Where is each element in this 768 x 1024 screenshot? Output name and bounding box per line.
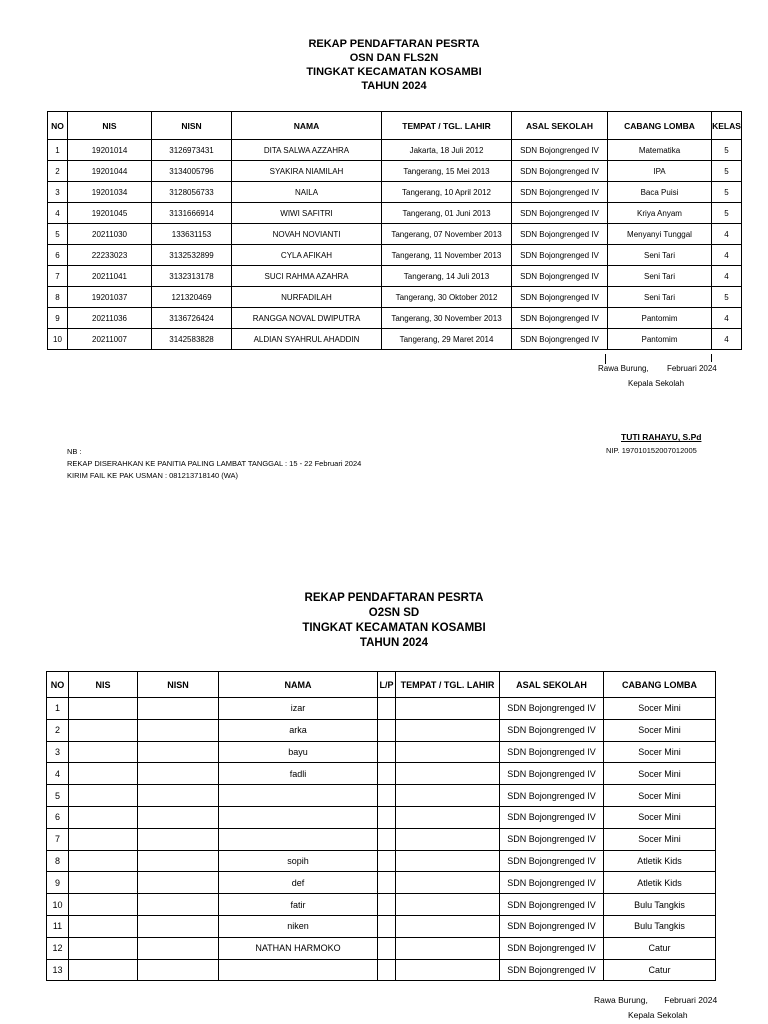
table-cell: 4 bbox=[712, 266, 742, 287]
table-cell: 19201014 bbox=[68, 140, 152, 161]
table-cell: Socer Mini bbox=[604, 719, 716, 741]
table-cell bbox=[378, 959, 396, 981]
table-cell bbox=[378, 741, 396, 763]
table-cell: Atletik Kids bbox=[604, 872, 716, 894]
table-cell: 9 bbox=[48, 308, 68, 329]
column-header: TEMPAT / TGL. LAHIR bbox=[396, 672, 500, 698]
table-cell: 7 bbox=[48, 266, 68, 287]
table-cell bbox=[396, 894, 500, 916]
table-cell bbox=[378, 894, 396, 916]
table-cell bbox=[378, 785, 396, 807]
table-cell bbox=[138, 828, 219, 850]
column-header: CABANG LOMBA bbox=[608, 112, 712, 140]
table-cell bbox=[378, 763, 396, 785]
table-cell: Kriya Anyam bbox=[608, 203, 712, 224]
table-row bbox=[47, 806, 716, 828]
table-cell: 7 bbox=[47, 828, 69, 850]
table-cell: NOVAH NOVIANTI bbox=[232, 224, 382, 245]
place-date bbox=[594, 995, 768, 1005]
table-cell: 22233023 bbox=[68, 245, 152, 266]
table-row bbox=[47, 763, 716, 785]
table-cell: Socer Mini bbox=[604, 741, 716, 763]
table-cell: SDN Bojongrenged IV bbox=[512, 308, 608, 329]
table-cell: SDN Bojongrenged IV bbox=[500, 937, 604, 959]
table-cell: 20211036 bbox=[68, 308, 152, 329]
table-cell: Tangerang, 29 Maret 2014 bbox=[382, 329, 512, 350]
table-cell: Socer Mini bbox=[604, 698, 716, 720]
table-cell: def bbox=[219, 872, 378, 894]
table-cell: 121320469 bbox=[152, 287, 232, 308]
table-cell: 3132313178 bbox=[152, 266, 232, 287]
table-edge-mark bbox=[711, 354, 712, 362]
table-cell: NATHAN HARMOKO bbox=[219, 937, 378, 959]
table-cell bbox=[378, 850, 396, 872]
table-cell: RANGGA NOVAL DWIPUTRA bbox=[232, 308, 382, 329]
table-cell bbox=[69, 806, 138, 828]
table-row bbox=[48, 329, 742, 350]
table-cell: 4 bbox=[47, 763, 69, 785]
table-cell bbox=[396, 763, 500, 785]
column-header: NO bbox=[48, 112, 68, 140]
table-cell: SDN Bojongrenged IV bbox=[512, 287, 608, 308]
table-cell: SDN Bojongrenged IV bbox=[512, 329, 608, 350]
table-cell: Seni Tari bbox=[608, 266, 712, 287]
table-cell bbox=[69, 850, 138, 872]
table-cell: 13 bbox=[47, 959, 69, 981]
table-cell: SYAKIRA NIAMILAH bbox=[232, 161, 382, 182]
table-cell: NURFADILAH bbox=[232, 287, 382, 308]
table-cell bbox=[69, 741, 138, 763]
column-header: NISN bbox=[152, 112, 232, 140]
table-cell: Catur bbox=[604, 937, 716, 959]
table-cell bbox=[138, 698, 219, 720]
table-cell: fatir bbox=[219, 894, 378, 916]
table-cell: Pantomim bbox=[608, 329, 712, 350]
table-cell: 5 bbox=[712, 161, 742, 182]
table-cell bbox=[138, 719, 219, 741]
table-cell bbox=[138, 894, 219, 916]
signer-role: Kepala Sekolah bbox=[628, 1010, 688, 1020]
doc1-title-line: TINGKAT KECAMATAN KOSAMBI bbox=[306, 66, 482, 78]
table-cell: SDN Bojongrenged IV bbox=[500, 850, 604, 872]
osn-registration-table bbox=[47, 111, 742, 350]
table-cell: Atletik Kids bbox=[604, 850, 716, 872]
place-text: Rawa Burung, bbox=[594, 995, 648, 1005]
table-cell: 5 bbox=[712, 182, 742, 203]
table-cell: SDN Bojongrenged IV bbox=[500, 719, 604, 741]
table-row bbox=[47, 915, 716, 937]
table-cell: 3132532899 bbox=[152, 245, 232, 266]
table-cell: 6 bbox=[47, 806, 69, 828]
table-cell bbox=[69, 763, 138, 785]
table-cell bbox=[138, 872, 219, 894]
table-cell bbox=[69, 959, 138, 981]
table-cell: 11 bbox=[47, 915, 69, 937]
table-cell: 133631153 bbox=[152, 224, 232, 245]
table-row bbox=[47, 872, 716, 894]
table-cell: 2 bbox=[47, 719, 69, 741]
table-row bbox=[47, 850, 716, 872]
place-text: Rawa Burung, bbox=[598, 364, 649, 373]
table-cell: 10 bbox=[48, 329, 68, 350]
table-cell: Socer Mini bbox=[604, 806, 716, 828]
doc1-title-line: OSN DAN FLS2N bbox=[349, 52, 439, 64]
table-cell: 19201034 bbox=[68, 182, 152, 203]
table-cell bbox=[378, 872, 396, 894]
table-row bbox=[48, 140, 742, 161]
table-cell: SDN Bojongrenged IV bbox=[512, 161, 608, 182]
table-cell: 4 bbox=[712, 224, 742, 245]
month-year-text: Februari 2024 bbox=[666, 364, 717, 373]
table-cell: 3128056733 bbox=[152, 182, 232, 203]
table-body bbox=[48, 140, 742, 350]
table-cell: arka bbox=[219, 719, 378, 741]
table-cell bbox=[138, 763, 219, 785]
table-cell: 20211030 bbox=[68, 224, 152, 245]
signer-role: Kepala Sekolah bbox=[628, 379, 685, 388]
table-cell: 8 bbox=[47, 850, 69, 872]
table-row bbox=[48, 224, 742, 245]
table-cell: niken bbox=[219, 915, 378, 937]
table-cell: SDN Bojongrenged IV bbox=[500, 806, 604, 828]
table-cell bbox=[138, 915, 219, 937]
table-cell: Bulu Tangkis bbox=[604, 915, 716, 937]
table-cell: SDN Bojongrenged IV bbox=[500, 828, 604, 850]
column-header: NO bbox=[47, 672, 69, 698]
column-header: ASAL SEKOLAH bbox=[512, 112, 608, 140]
table-cell: Seni Tari bbox=[608, 245, 712, 266]
note-line: REKAP DISERAHKAN KE PANITIA PALING LAMBAT TANGGAL : 15 - 22 Februari 2024 bbox=[67, 459, 362, 468]
table-cell bbox=[396, 872, 500, 894]
column-header: TEMPAT / TGL. LAHIR bbox=[382, 112, 512, 140]
table-cell bbox=[378, 719, 396, 741]
table-row bbox=[48, 266, 742, 287]
table-cell: SDN Bojongrenged IV bbox=[500, 872, 604, 894]
table-header-row bbox=[47, 672, 716, 698]
table-cell: 1 bbox=[48, 140, 68, 161]
table-cell: SDN Bojongrenged IV bbox=[500, 915, 604, 937]
table-cell bbox=[219, 959, 378, 981]
table-row bbox=[48, 161, 742, 182]
table-cell bbox=[396, 959, 500, 981]
table-cell: izar bbox=[219, 698, 378, 720]
table-row bbox=[48, 203, 742, 224]
table-cell bbox=[378, 828, 396, 850]
table-cell: 3 bbox=[48, 182, 68, 203]
table-cell bbox=[396, 806, 500, 828]
table-cell: Socer Mini bbox=[604, 785, 716, 807]
table-cell: Baca Puisi bbox=[608, 182, 712, 203]
table-cell: WIWI SAFITRI bbox=[232, 203, 382, 224]
table-cell bbox=[396, 937, 500, 959]
month-year-text: Februari 2024 bbox=[664, 995, 718, 1005]
table-cell: 19201037 bbox=[68, 287, 152, 308]
table-cell: 5 bbox=[47, 785, 69, 807]
doc2-title-line: TAHUN 2024 bbox=[359, 637, 429, 649]
doc2-title-line: O2SN SD bbox=[368, 607, 420, 619]
table-cell: 4 bbox=[712, 329, 742, 350]
column-header: NAMA bbox=[232, 112, 382, 140]
table-row bbox=[48, 245, 742, 266]
table-cell: 10 bbox=[47, 894, 69, 916]
table-cell: IPA bbox=[608, 161, 712, 182]
table-cell: NAILA bbox=[232, 182, 382, 203]
doc1-title-line: REKAP PENDAFTARAN PESRTA bbox=[308, 38, 480, 50]
table-cell bbox=[378, 698, 396, 720]
table-cell: 4 bbox=[712, 245, 742, 266]
table-row bbox=[47, 719, 716, 741]
table-cell bbox=[138, 959, 219, 981]
table-cell: 5 bbox=[712, 140, 742, 161]
table-cell: Tangerang, 15 Mei 2013 bbox=[382, 161, 512, 182]
table-edge-mark bbox=[605, 354, 606, 364]
table-row bbox=[47, 785, 716, 807]
table-cell: ALDIAN SYAHRUL AHADDIN bbox=[232, 329, 382, 350]
table-cell: 2 bbox=[48, 161, 68, 182]
table-cell bbox=[219, 828, 378, 850]
table-cell: 1 bbox=[47, 698, 69, 720]
column-header: ASAL SEKOLAH bbox=[500, 672, 604, 698]
table-cell bbox=[138, 806, 219, 828]
signer-name: TUTI RAHAYU, S.Pd bbox=[621, 432, 702, 442]
table-cell bbox=[378, 937, 396, 959]
table-cell: 12 bbox=[47, 937, 69, 959]
doc1-title bbox=[0, 37, 768, 93]
table-cell: 9 bbox=[47, 872, 69, 894]
table-cell: Tangerang, 01 Juni 2013 bbox=[382, 203, 512, 224]
table-cell: 8 bbox=[48, 287, 68, 308]
table-cell bbox=[396, 785, 500, 807]
table-cell: Bulu Tangkis bbox=[604, 894, 716, 916]
table-cell: 19201044 bbox=[68, 161, 152, 182]
table-cell: SDN Bojongrenged IV bbox=[512, 245, 608, 266]
table-cell: Tangerang, 30 Oktober 2012 bbox=[382, 287, 512, 308]
column-header: CABANG LOMBA bbox=[604, 672, 716, 698]
table-cell bbox=[396, 850, 500, 872]
table-cell: SDN Bojongrenged IV bbox=[500, 785, 604, 807]
table-cell: 4 bbox=[48, 203, 68, 224]
table-row bbox=[47, 959, 716, 981]
table-cell bbox=[396, 828, 500, 850]
table-cell bbox=[69, 872, 138, 894]
column-header: KELAS bbox=[712, 112, 742, 140]
table-cell bbox=[378, 915, 396, 937]
doc2-title-line: REKAP PENDAFTARAN PESRTA bbox=[304, 592, 484, 604]
table-cell: 5 bbox=[712, 203, 742, 224]
table-cell: Tangerang, 11 November 2013 bbox=[382, 245, 512, 266]
table-cell: SDN Bojongrenged IV bbox=[512, 182, 608, 203]
table-cell bbox=[69, 915, 138, 937]
table-cell: SDN Bojongrenged IV bbox=[500, 763, 604, 785]
table-cell bbox=[396, 719, 500, 741]
o2sn-registration-table bbox=[46, 671, 716, 981]
table-cell bbox=[219, 785, 378, 807]
table-cell bbox=[69, 719, 138, 741]
column-header: NIS bbox=[68, 112, 152, 140]
table-cell bbox=[69, 698, 138, 720]
table-cell: 3134005796 bbox=[152, 161, 232, 182]
table-cell: 20211041 bbox=[68, 266, 152, 287]
column-header: NIS bbox=[69, 672, 138, 698]
table-cell bbox=[378, 806, 396, 828]
table-cell: 20211007 bbox=[68, 329, 152, 350]
table-cell: Seni Tari bbox=[608, 287, 712, 308]
table-cell bbox=[138, 850, 219, 872]
table-cell: 5 bbox=[48, 224, 68, 245]
table-cell bbox=[219, 806, 378, 828]
table-cell bbox=[138, 741, 219, 763]
table-cell: Catur bbox=[604, 959, 716, 981]
table-cell: Tangerang, 30 November 2013 bbox=[382, 308, 512, 329]
table-cell: fadli bbox=[219, 763, 378, 785]
signer-nip: NIP. 197010152007012005 bbox=[606, 446, 697, 455]
table-cell: SDN Bojongrenged IV bbox=[500, 959, 604, 981]
table-cell bbox=[69, 785, 138, 807]
table-cell: Tangerang, 10 April 2012 bbox=[382, 182, 512, 203]
table-cell: SDN Bojongrenged IV bbox=[512, 266, 608, 287]
table-cell: Matematika bbox=[608, 140, 712, 161]
table-cell: 3136726424 bbox=[152, 308, 232, 329]
doc1-title-line: TAHUN 2024 bbox=[361, 80, 427, 92]
table-cell: Tangerang, 07 November 2013 bbox=[382, 224, 512, 245]
column-header: NISN bbox=[138, 672, 219, 698]
table-row bbox=[48, 287, 742, 308]
table-cell: SDN Bojongrenged IV bbox=[512, 140, 608, 161]
table-cell: SDN Bojongrenged IV bbox=[512, 203, 608, 224]
table-cell: 3142583828 bbox=[152, 329, 232, 350]
table-cell: Pantomim bbox=[608, 308, 712, 329]
table-cell: 3 bbox=[47, 741, 69, 763]
table-row bbox=[47, 741, 716, 763]
doc2-title bbox=[0, 591, 768, 651]
table-row bbox=[47, 937, 716, 959]
table-cell: CYLA AFIKAH bbox=[232, 245, 382, 266]
table-row bbox=[48, 308, 742, 329]
table-body bbox=[47, 698, 716, 981]
table-cell bbox=[396, 741, 500, 763]
table-cell: 6 bbox=[48, 245, 68, 266]
table-cell: SDN Bojongrenged IV bbox=[512, 224, 608, 245]
note-line: KIRIM FAIL KE PAK USMAN : 081213718140 (WA) bbox=[67, 471, 239, 480]
table-cell bbox=[138, 785, 219, 807]
table-cell: 3131666914 bbox=[152, 203, 232, 224]
table-cell bbox=[69, 894, 138, 916]
table-cell: Jakarta, 18 Juli 2012 bbox=[382, 140, 512, 161]
column-header: NAMA bbox=[219, 672, 378, 698]
table-cell: SUCI RAHMA AZAHRA bbox=[232, 266, 382, 287]
table-cell: bayu bbox=[219, 741, 378, 763]
note-line: NB : bbox=[67, 447, 82, 456]
place-date bbox=[598, 364, 717, 373]
table-cell: SDN Bojongrenged IV bbox=[500, 894, 604, 916]
table-cell bbox=[396, 698, 500, 720]
table-cell: 5 bbox=[712, 287, 742, 308]
column-header: L/P bbox=[378, 672, 396, 698]
table-cell: sopih bbox=[219, 850, 378, 872]
table-cell: SDN Bojongrenged IV bbox=[500, 698, 604, 720]
table-cell: 19201045 bbox=[68, 203, 152, 224]
notes-block bbox=[67, 446, 361, 482]
table-cell: Socer Mini bbox=[604, 828, 716, 850]
table-cell: SDN Bojongrenged IV bbox=[500, 741, 604, 763]
table-row bbox=[47, 828, 716, 850]
table-cell: Menyanyi Tunggal bbox=[608, 224, 712, 245]
table-cell: 3126973431 bbox=[152, 140, 232, 161]
doc2-title-line: TINGKAT KECAMATAN KOSAMBI bbox=[302, 622, 486, 634]
table-cell bbox=[69, 937, 138, 959]
table-cell: DITA SALWA AZZAHRA bbox=[232, 140, 382, 161]
table-header-row bbox=[48, 112, 742, 140]
table-cell: Tangerang, 14 Juli 2013 bbox=[382, 266, 512, 287]
table-cell bbox=[69, 828, 138, 850]
table-row bbox=[47, 698, 716, 720]
table-row bbox=[47, 894, 716, 916]
table-cell: Socer Mini bbox=[604, 763, 716, 785]
table-cell bbox=[138, 937, 219, 959]
table-row bbox=[48, 182, 742, 203]
table-cell bbox=[396, 915, 500, 937]
table-cell: 4 bbox=[712, 308, 742, 329]
